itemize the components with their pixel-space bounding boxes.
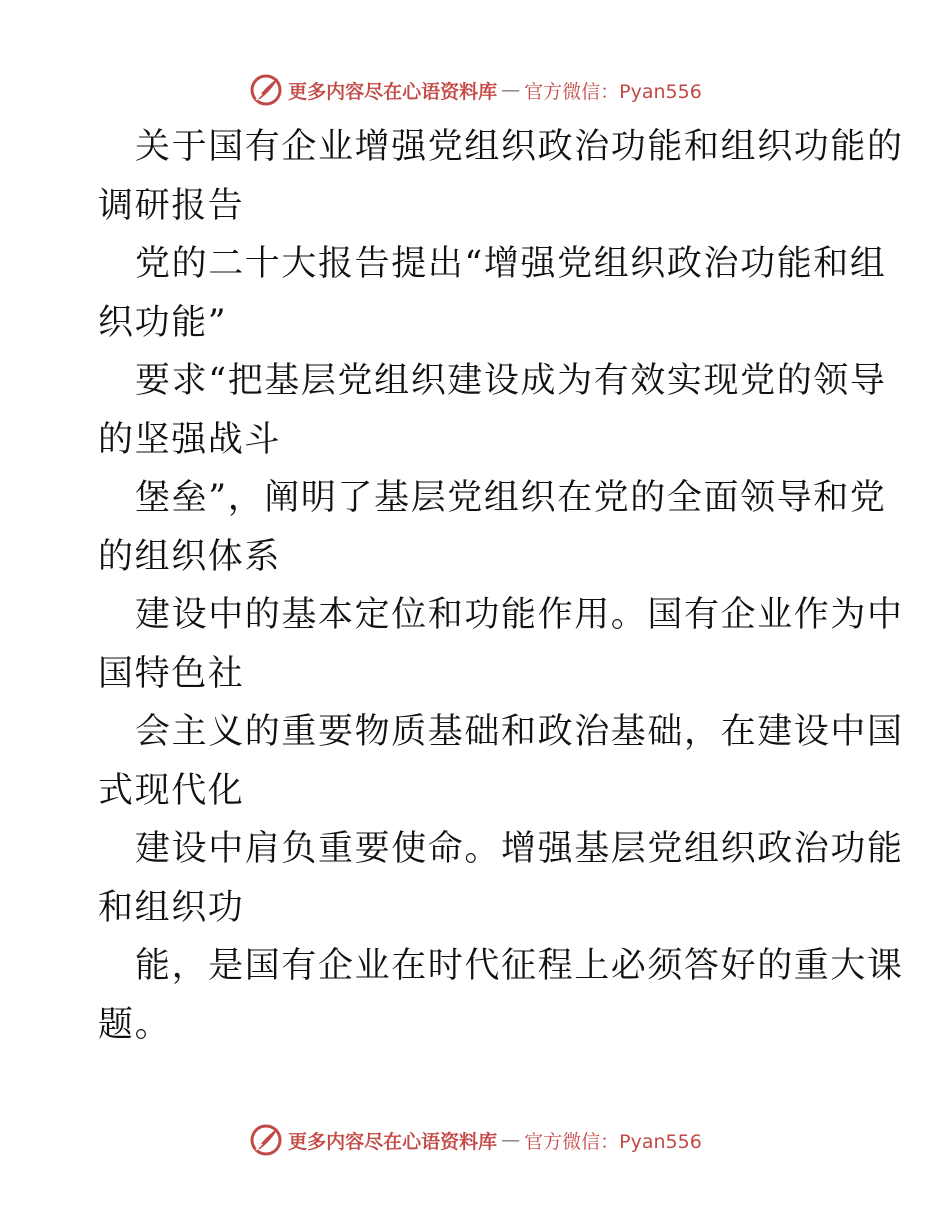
text-line: 党的二十大报告提出“增强党组织政治功能和组 bbox=[135, 244, 887, 284]
text-line: 会主义的重要物质基础和政治基础，在建设中国 bbox=[135, 712, 904, 752]
watermark-text: 更多内容尽在心语资料库 bbox=[288, 1130, 498, 1153]
feather-pen-logo-icon bbox=[248, 1122, 284, 1158]
text-line: 和组织功 bbox=[98, 887, 245, 928]
text-line: 的坚强战斗 bbox=[98, 419, 282, 460]
text-line: 题。 bbox=[98, 1004, 172, 1045]
watermark-wechat: 官方微信：Pyan556 bbox=[524, 1130, 702, 1153]
footer-watermark bbox=[0, 1120, 950, 1160]
text-line: 关于国有企业增强党组织政治功能和组织功能的 bbox=[135, 127, 904, 167]
text-line: 式现代化 bbox=[98, 770, 245, 811]
document-body bbox=[98, 118, 904, 1054]
watermark-text: 更多内容尽在心语资料库 bbox=[288, 80, 498, 103]
watermark-wechat: 官方微信：Pyan556 bbox=[524, 80, 702, 103]
text-line: 要求“把基层党组织建设成为有效实现党的领导 bbox=[135, 361, 887, 401]
text-line: 调研报告 bbox=[98, 185, 245, 226]
text-line: 建设中肩负重要使命。增强基层党组织政治功能 bbox=[135, 829, 904, 869]
header-watermark bbox=[0, 70, 950, 110]
watermark-separator: — bbox=[501, 79, 521, 101]
text-line: 能，是国有企业在时代征程上必须答好的重大课 bbox=[135, 946, 904, 986]
text-line: 的组织体系 bbox=[98, 536, 282, 577]
feather-pen-logo-icon bbox=[248, 72, 284, 108]
watermark-separator: — bbox=[501, 1129, 521, 1151]
text-line: 国特色社 bbox=[98, 653, 245, 694]
text-line: 织功能” bbox=[98, 302, 228, 343]
text-line: 建设中的基本定位和功能作用。国有企业作为中 bbox=[135, 595, 904, 635]
text-line: 堡垒”，阐明了基层党组织在党的全面领导和党 bbox=[135, 478, 887, 518]
